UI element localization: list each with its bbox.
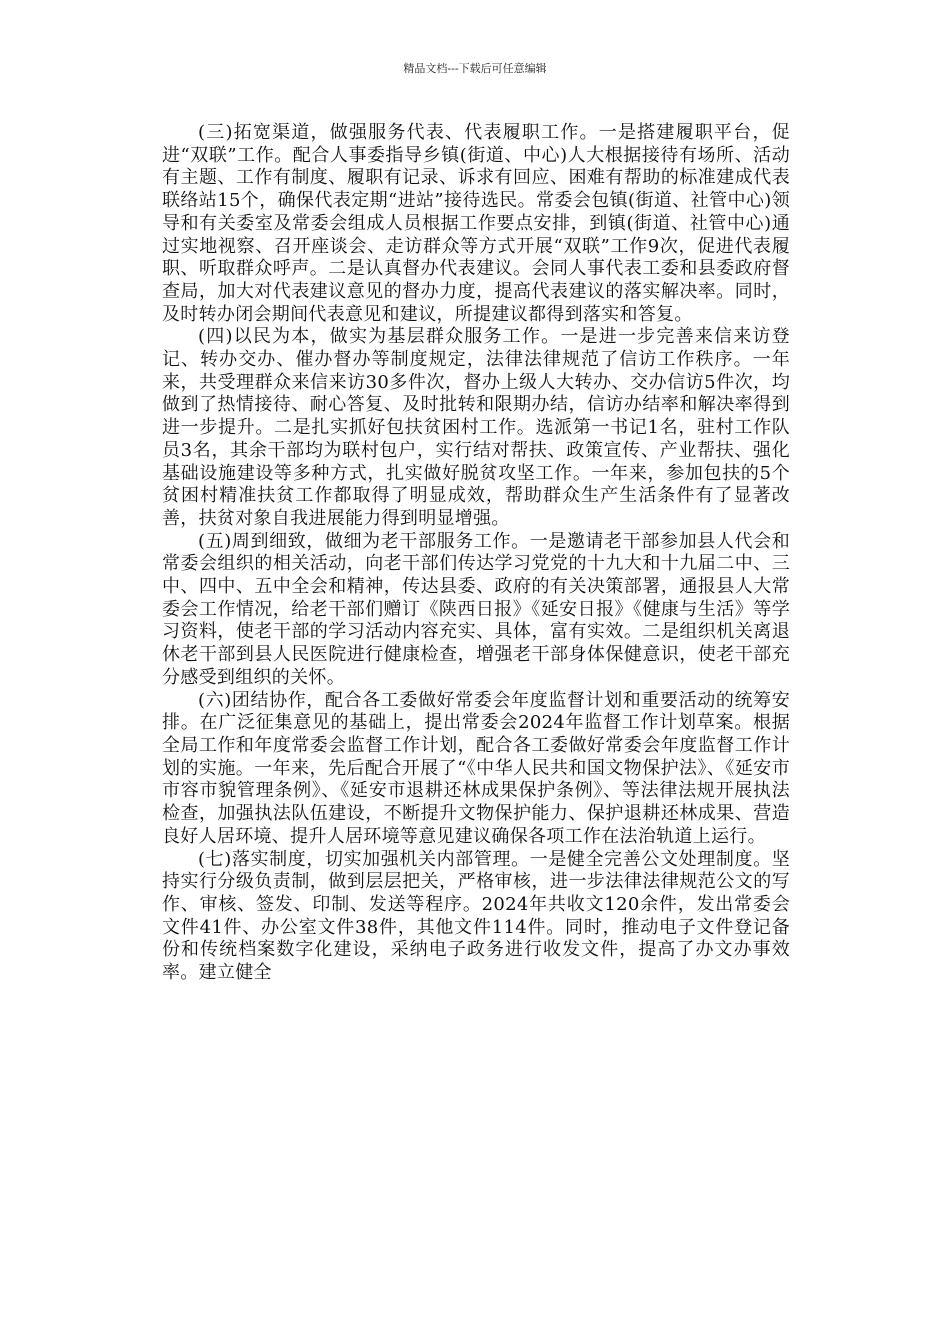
paragraph-4: (四)以民为本，做实为基层群众服务工作。一是进一步完善来信来访登记、转办交办、催办督办等制度规定，法律法律规范了信访工作秩序。一年来，共受理群众来信来访30多件次，督办上级人大转办、交办信访5件次，均做到了热情接待、耐心答复、及时批转和限期办结，信访办结率和解决率得到进一步提升。二是扎实抓好包扶贫困村工作。选派第一书记1名，驻村工作队员3名，其余干部均为联村包户，实行结对帮扶、政策宣传、产业帮扶、强化基础设施建设等多种方式，扎实做好脱贫攻坚工作。一年来，参加包扶的5个贫困村精准扶贫工作都取得了明显成效，帮助群众生产生活条件有了显著改善，扶贫对象自我进展能力得到明显增强。 (162, 326, 790, 529)
paragraph-7: (七)落实制度，切实加强机关内部管理。一是健全完善公文处理制度。坚持实行分级负责制，做到层层把关，严格审核，进一步法律法律规范公文的写作、审核、签发、印制、发送等程序。2024年共收文120余件，发出常委会文件41件、办公室文件38件，其他文件114件。同时，推动电子文件登记备份和传统档案数字化建设，采纳电子政务进行收发文件，提高了办文办事效率。建立健全 (162, 848, 790, 984)
paragraph-6: (六)团结协作，配合各工委做好常委会年度监督计划和重要活动的统筹安排。在广泛征集意见的基础上，提出常委会2024年监督工作计划草案。根据全局工作和年度常委会监督工作计划，配合各工委做好常委会年度监督工作计划的实施。一年来，先后配合开展了“《中华人民共和国文物保护法》、《延安市市容市貌管理条例》、《延安市退耕还林成果保护条例》、等法律法规开展执法检查，加强执法队伍建设，不断提升文物保护能力、保护退耕还林成果、营造良好人居环境、提升人居环境等意见建议确保各项工作在法治轨道上运行。 (162, 689, 790, 847)
paragraph-5: (五)周到细致，做细为老干部服务工作。一是邀请老干部参加县人代会和常委会组织的相关活动，向老干部们传达学习党党的十九大和十九届二中、三中、四中、五中全会和精神，传达县委、政府的有关决策部署，通报县人大常委会工作情况，给老干部们赠订《陕西日报》《延安日报》《健康与生活》等学习资料，使老干部的学习活动内容充实、具体，富有实效。二是组织机关离退休老干部到县人民医院进行健康检查，增强老干部身体保健意识，使老干部充分感受到组织的关怀。 (162, 530, 790, 688)
paragraph-3: (三)拓宽渠道，做强服务代表、代表履职工作。一是搭建履职平台，促进“双联”工作。配合人事委指导乡镇(街道、中心)人大根据接待有场所、活动有主题、工作有制度、履职有记录、诉求有回应、困难有帮助的标准建成代表联络站15个，确保代表定期“进站”接待选民。常委会包镇(街道、社管中心)领导和有关委室及常委会组成人员根据工作要点安排，到镇(街道、社管中心)通过实地视察、召开座谈会、走访群众等方式开展“双联”工作9次，促进代表履职、听取群众呼声。二是认真督办代表建议。会同人事代表工委和县委政府督查局，加大对代表建议意见的督办力度，提高代表建议的落实解决率。同时，及时转办闭会期间代表意见和建议，所提建议都得到落实和答复。 (162, 122, 790, 325)
document-body (162, 122, 790, 985)
page-header: 精品文档---下载后可任意编辑 (403, 62, 547, 75)
